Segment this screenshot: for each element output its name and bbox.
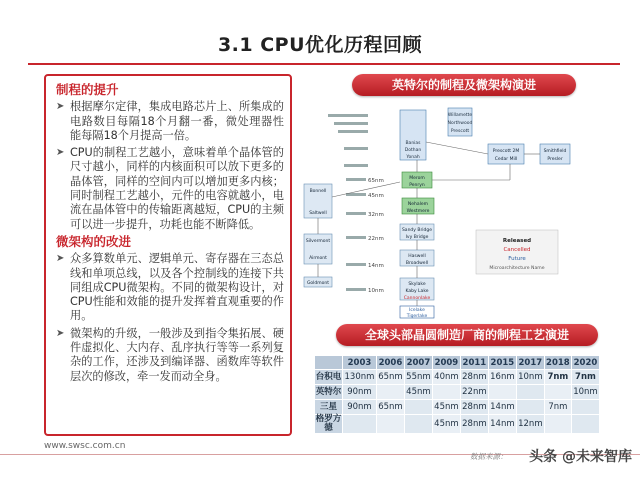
title-divider [28, 63, 620, 65]
table-cell: 7nm [544, 370, 571, 385]
bullet-item [54, 146, 284, 232]
row-label: 三星 [315, 400, 343, 415]
arch-label: Prescott [450, 129, 470, 134]
arch-label: Haswell [408, 254, 426, 259]
arch-label: Bonnell [309, 189, 327, 194]
arch-label: Tigerlake [406, 314, 428, 319]
arch-label: Smithfield [543, 149, 567, 154]
source-note: 数据来源： [470, 452, 508, 461]
column-header: 2020 [571, 356, 599, 370]
row-label: 英特尔 [315, 385, 343, 400]
table-cell: 22nm [460, 385, 488, 400]
intel-roadmap-svg [300, 102, 620, 320]
table-cell [516, 385, 544, 400]
table-cell: 12nm [516, 415, 544, 434]
legend-future: Future [508, 256, 526, 262]
node-bar [346, 178, 366, 181]
table-cell: 7nm [571, 370, 599, 385]
table-cell: 90nm [343, 400, 377, 415]
bullet-item [54, 100, 284, 143]
table-cell [404, 400, 432, 415]
arch-label: Dothan [404, 148, 422, 153]
arch-label: Yonah [406, 155, 420, 160]
legend-released: Released [502, 238, 532, 244]
node-label: 32nm [368, 212, 384, 218]
table-row [315, 415, 600, 434]
bullet-item [54, 327, 284, 384]
node-bar [328, 114, 368, 117]
table-cell [571, 400, 599, 415]
legend-name-label: Microarchitecture Name [489, 266, 545, 271]
arrow-icon: ➤ [56, 253, 65, 265]
table-row [315, 400, 600, 415]
table-cell: 65nm [376, 370, 404, 385]
bullet-text: CPU的制程工艺越小，意味着单个晶体管的尺寸越小，同样的内核面积可以放下更多的晶体管，同样的空间内可以增加更多内核；同时制程工艺越小，元件的电容就越小，电流在晶体管中的传输距离越短，CPU的主频可以进一步提升，功耗也能不断降低。 [70, 146, 284, 231]
row-label: 格罗方德 [315, 414, 342, 433]
arch-label: Willamette [447, 113, 473, 118]
column-header: 2017 [516, 356, 544, 370]
table-cell: 10nm [571, 385, 599, 400]
table-cell: 28nm [460, 415, 488, 434]
section-heading-process: 制程的提升 [56, 82, 119, 97]
table-cell: 40nm [432, 370, 460, 385]
table-cell: 7nm [544, 400, 571, 415]
foundry-table-wrap [314, 355, 600, 434]
table-cell [544, 385, 571, 400]
arch-label: Cedar Mill [494, 157, 518, 162]
arrow-icon: ➤ [56, 327, 65, 339]
section-heading-microarch: 微架构的改进 [56, 233, 132, 249]
node-label: 14nm [368, 263, 384, 269]
bullet-item [54, 252, 284, 323]
arch-label: Broadwell [405, 261, 429, 266]
table-cell: 14nm [488, 415, 516, 434]
node-bar [346, 236, 366, 239]
node-label: 65nm [368, 178, 384, 184]
table-cell [516, 400, 544, 415]
column-header: 2011 [460, 356, 488, 370]
arch-label: Merom [409, 176, 425, 181]
arch-label: Ivy Bridge [405, 235, 429, 240]
table-cell: 90nm [343, 385, 377, 400]
arch-label: Airmont [309, 256, 327, 261]
bullet-text: 根据摩尔定律，集成电路芯片上、所集成的电路数目每隔18个月翻一番，微处理器性能每隔18个月提高一倍。 [70, 100, 284, 142]
arch-label: Cannonlake [403, 296, 431, 301]
table-cell [488, 385, 516, 400]
table-cell [404, 415, 432, 434]
table-cell: 55nm [404, 370, 432, 385]
left-text-box [44, 74, 292, 436]
column-header: 2007 [404, 356, 432, 370]
table-cell: 45nm [432, 415, 460, 434]
node-label: 10nm [368, 288, 384, 294]
arch-label: Saltwell [309, 211, 327, 216]
table-cell: 130nm [343, 370, 377, 385]
node-bar [338, 130, 368, 133]
node-bar [344, 147, 368, 150]
table-cell: 45nm [432, 400, 460, 415]
connector-line [426, 142, 488, 154]
node-label: 45nm [368, 193, 384, 199]
column-header: 2018 [546, 357, 570, 368]
legend [476, 230, 558, 274]
watermark: 头条 @未来智库 [529, 449, 632, 465]
table-cell [544, 415, 571, 434]
table-cell: 16nm [488, 370, 516, 385]
node-bar [334, 122, 368, 125]
table-cell [571, 415, 599, 434]
node-bar [346, 212, 366, 215]
arrow-icon: ➤ [56, 101, 65, 113]
table-cell [343, 415, 377, 434]
table-cell: 10nm [516, 370, 544, 385]
arch-label: Northwood [447, 121, 473, 126]
arch-label: Westmere [406, 209, 430, 214]
arch-label: Goldmont [306, 281, 330, 286]
arch-label: Icelake [409, 308, 425, 313]
table-cell: 45nm [404, 385, 432, 400]
node-bar [344, 164, 368, 167]
column-header: 2003 [343, 356, 377, 370]
table-cell [376, 385, 404, 400]
arch-label: Silvermont [305, 239, 331, 244]
intel-panel-heading: 英特尔的制程及微架构演进 [352, 74, 576, 96]
arch-label: Kaby Lake [405, 289, 429, 294]
table-header-row [315, 356, 600, 370]
left-text-content [54, 81, 284, 387]
arch-label: Presler [547, 157, 563, 162]
foundry-panel-heading: 全球头部晶圆制造厂商的制程工艺演进 [336, 324, 598, 346]
arch-label: Skylake [408, 282, 426, 287]
legend-cancelled: Cancelled [503, 247, 531, 253]
arrow-icon: ➤ [56, 147, 65, 159]
arch-label: Prescott 2M [492, 149, 520, 154]
table-cell: 28nm [460, 370, 488, 385]
table-cell: 65nm [376, 400, 404, 415]
bullet-text: 众多算数单元、逻辑单元、寄存器在三态总线和单项总线，以及各个控制线的连接下共同组成CPU微架构。不同的微架构设计，对CPU性能和效能的提升发挥着直观重要的作用。 [70, 252, 284, 323]
table-cell: 28nm [460, 400, 488, 415]
column-header [315, 356, 343, 370]
page-title: 3.1 CPU优化历程回顾 [217, 34, 423, 56]
table-row [315, 370, 600, 385]
foundry-process-table [314, 355, 600, 434]
column-header: 2006 [376, 356, 404, 370]
table-cell [376, 415, 404, 434]
bullet-text: 微架构的升级，一般涉及到指令集拓展、硬件虚拟化、大内存、乱序执行等等一系列复杂的工作，还涉及到编译器、函数库等软件层次的修改，牵一发而动全身。 [70, 326, 284, 383]
node-label: 22nm [368, 236, 384, 242]
footer-logo: www.swsc.com.cn [44, 441, 126, 451]
intel-roadmap-diagram [300, 102, 620, 320]
table-row [315, 385, 600, 400]
arch-label: Penryn [409, 183, 425, 188]
arch-label: Banias [405, 141, 421, 146]
node-bar [346, 263, 366, 266]
table-cell [432, 385, 460, 400]
row-label: 台积电 [315, 370, 343, 385]
arch-label: Nehalem [407, 202, 429, 207]
column-header: 2009 [432, 356, 460, 370]
arch-label: Sandy Bridge [401, 228, 433, 233]
node-bar [346, 288, 366, 291]
table-cell: 14nm [488, 400, 516, 415]
column-header: 2015 [488, 356, 516, 370]
